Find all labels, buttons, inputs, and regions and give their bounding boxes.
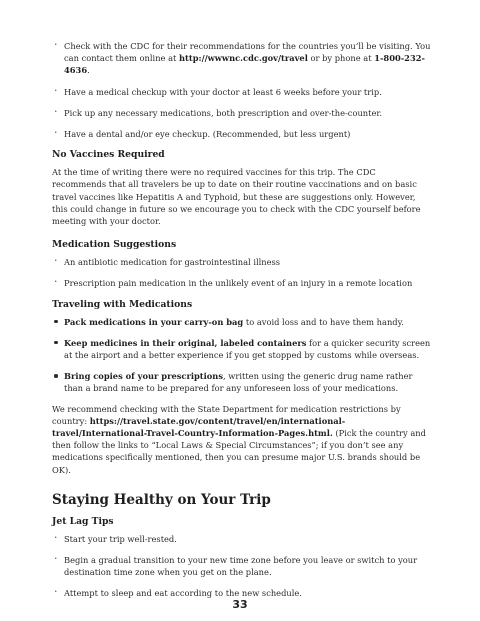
state-department-paragraph: We recommend checking with the State Department for medication restrictions by country: https://travel.state.gov/content/travel/en/international-travel/International-Travel-Country-Information-Pages.html. (Pick the country and then follow the links to “Local Laws & Special Circumstances”; if you don’t see any medications specifically mentioned, then you can presume major U.S. brands should be OK). xyxy=(52,403,426,475)
state-department-link[interactable]: https://travel.state.gov/content/travel/en/international-travel/International-Travel-Country-Information-Pages.html. xyxy=(52,415,346,439)
list-item: · Start your trip well-rested. xyxy=(52,533,432,545)
section-heading-traveling-with-medications: Traveling with Medications xyxy=(52,298,193,310)
list-item: Bring copies of your prescriptions, written using the generic drug name rather than a brand name to be prepared for any unforeseen loss of your medications. xyxy=(52,370,432,394)
section-heading-medication-suggestions: Medication Suggestions xyxy=(52,239,177,251)
traveling-with-medications-list xyxy=(52,316,432,395)
cdc-travel-link[interactable]: http://wwwnc.cdc.gov/travel xyxy=(179,53,308,64)
pre-trip-checklist xyxy=(52,40,432,140)
section-heading-staying-healthy: Staying Healthy on Your Trip xyxy=(52,491,271,508)
list-item: · Have a medical checkup with your doctor at least 6 weeks before your trip. xyxy=(52,86,432,98)
page-number: 33 xyxy=(232,598,248,611)
list-item: Keep medicines in their original, labeled containers for a quicker security screen at the airport and a better experience if you get stopped by customs while overseas. xyxy=(52,337,432,361)
list-item: · Check with the CDC for their recommendations for the countries you’ll be visiting. You can contact them online at http://wwwnc.cdc.gov/travel or by phone at 1-800-232-4636. xyxy=(52,40,432,77)
no-vaccines-paragraph: At the time of writing there were no required vaccines for this trip. The CDC recommends that all travelers be up to date on their routine vaccinations and on basic travel vaccines like Hepatitis A and Typhoid, but these are suggestions only. However, this could change in future so we encourage you to check with the CDC yourself before meeting with your doctor. xyxy=(52,167,421,227)
list-item: · Attempt to sleep and eat according to the new schedule. xyxy=(52,587,432,599)
section-heading-no-vaccines: No Vaccines Required xyxy=(52,149,165,161)
list-item: Pack medications in your carry-on bag to avoid loss and to have them handy. xyxy=(52,316,432,328)
list-item: · Have a dental and/or eye checkup. (Recommended, but less urgent) xyxy=(52,128,432,140)
list-item: · Prescription pain medication in the unlikely event of an injury in a remote location xyxy=(52,277,432,289)
list-item: · An antibiotic medication for gastrointestinal illness xyxy=(52,256,432,268)
medication-suggestions-list xyxy=(52,256,432,289)
list-item: · Pick up any necessary medications, both prescription and over-the-counter. xyxy=(52,107,432,119)
jet-lag-tips-list xyxy=(52,533,432,600)
list-item: · Begin a gradual transition to your new time zone before you leave or switch to your destination time zone when you get on the plane. xyxy=(52,554,432,578)
cdc-phone-number: 1-800-232-4636 xyxy=(64,53,425,76)
page-content xyxy=(52,40,432,609)
section-heading-jet-lag-tips: Jet Lag Tips xyxy=(52,515,114,527)
